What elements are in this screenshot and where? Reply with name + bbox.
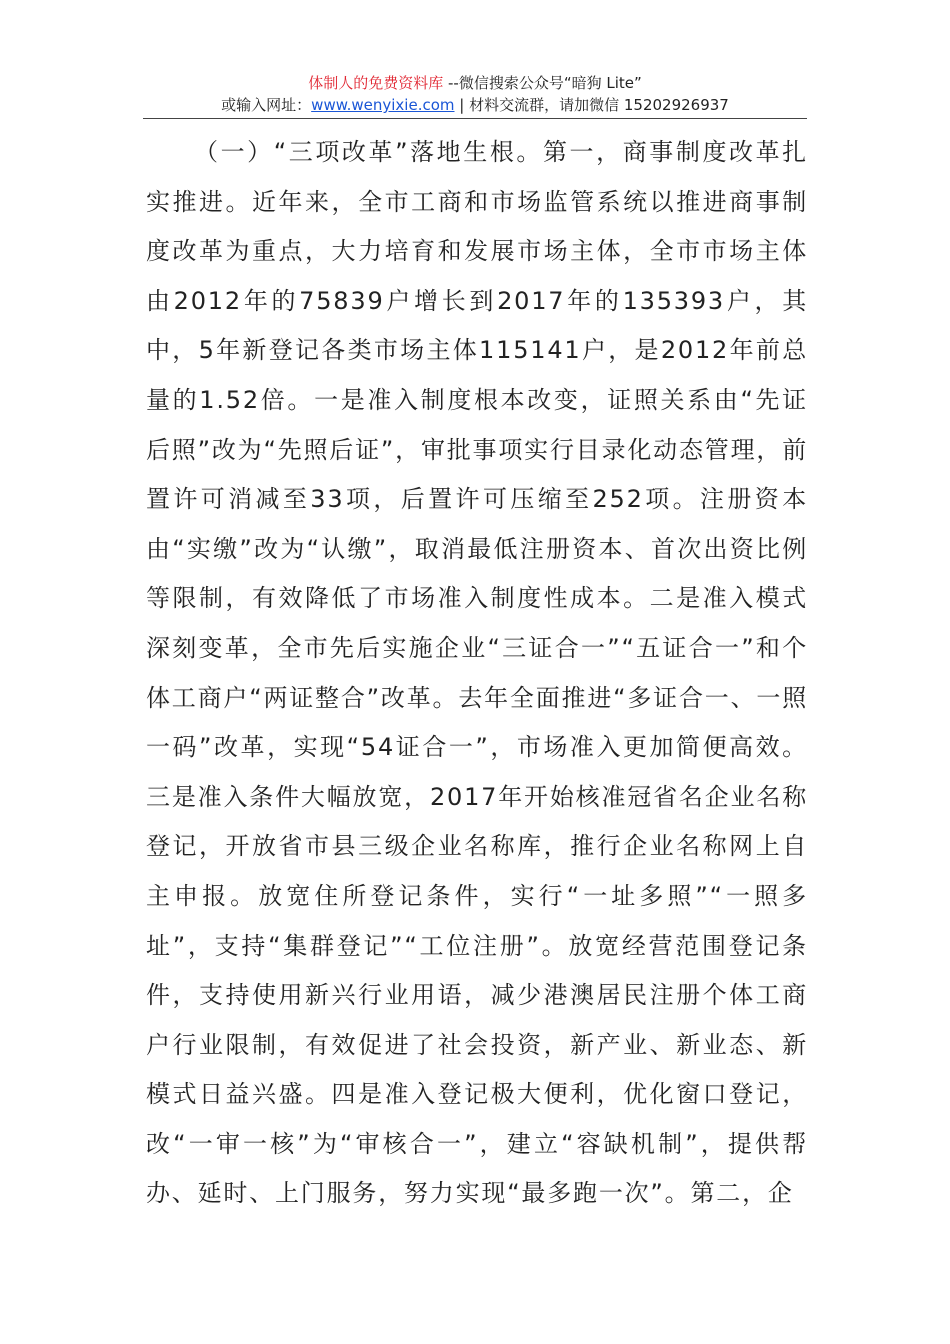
header-contact-text: | 材料交流群，请加微信 15202926937 — [454, 96, 729, 114]
header-wechat-text: --微信搜索公众号“暗狗 Lite” — [443, 74, 642, 92]
header-url-link[interactable]: www.wenyixie.com — [311, 96, 455, 114]
header-brand: 体制人的免费资料库 — [308, 74, 444, 92]
header-url-prefix: 或输入网址： — [221, 96, 312, 114]
document-paragraph: （一）“三项改革”落地生根。第一，商事制度改革扎实推进。近年来，全市工商和市场监管系统以推进商事制度改革为重点，大力培育和发展市场主体，全市市场主体由2012年的75839户增长到2017年的135393户，其中，5年新登记各类市场主体115141户，是2012年前总量的1.52倍。一是准入制度根本改变，证照关系由“先证后照”改为“先照后证”，审批事项实行目录化动态管理，前置许可消减至33项，后置许可压缩至252项。注册资本由“实缴”改为“认缴”，取消最低注册资本、首次出资比例等限制，有效降低了市场准入制度性成本。二是准入模式深刻变革，全市先后实施企业“三证合一”“五证合一”和个体工商户“两证整合”改革。去年全面推进“多证合一、一照一码”改革，实现“54证合一”，市场准入更加简便高效。三是准入条件大幅放宽，2017年开始核准冠省名企业名称登记，开放省市县三级企业名称库，推行企业名称网上自主申报。放宽住所登记条件，实行“一址多照”“一照多址”，支持“集群登记”“工位注册”。放宽经营范围登记条件，支持使用新兴行业用语，减少港澳居民注册个体工商户行业限制，有效促进了社会投资，新产业、新业态、新模式日益兴盛。四是准入登记极大便利，优化窗口登记，改“一审一核”为“审核合一”，建立“容缺机制”，提供帮办、延时、上门服务，努力实现“最多跑一次”。第二，企 — [146, 138, 808, 1208]
header-line-2 — [0, 94, 950, 116]
header-line-1 — [0, 72, 950, 94]
header-divider — [143, 118, 807, 119]
page-header — [0, 72, 950, 116]
